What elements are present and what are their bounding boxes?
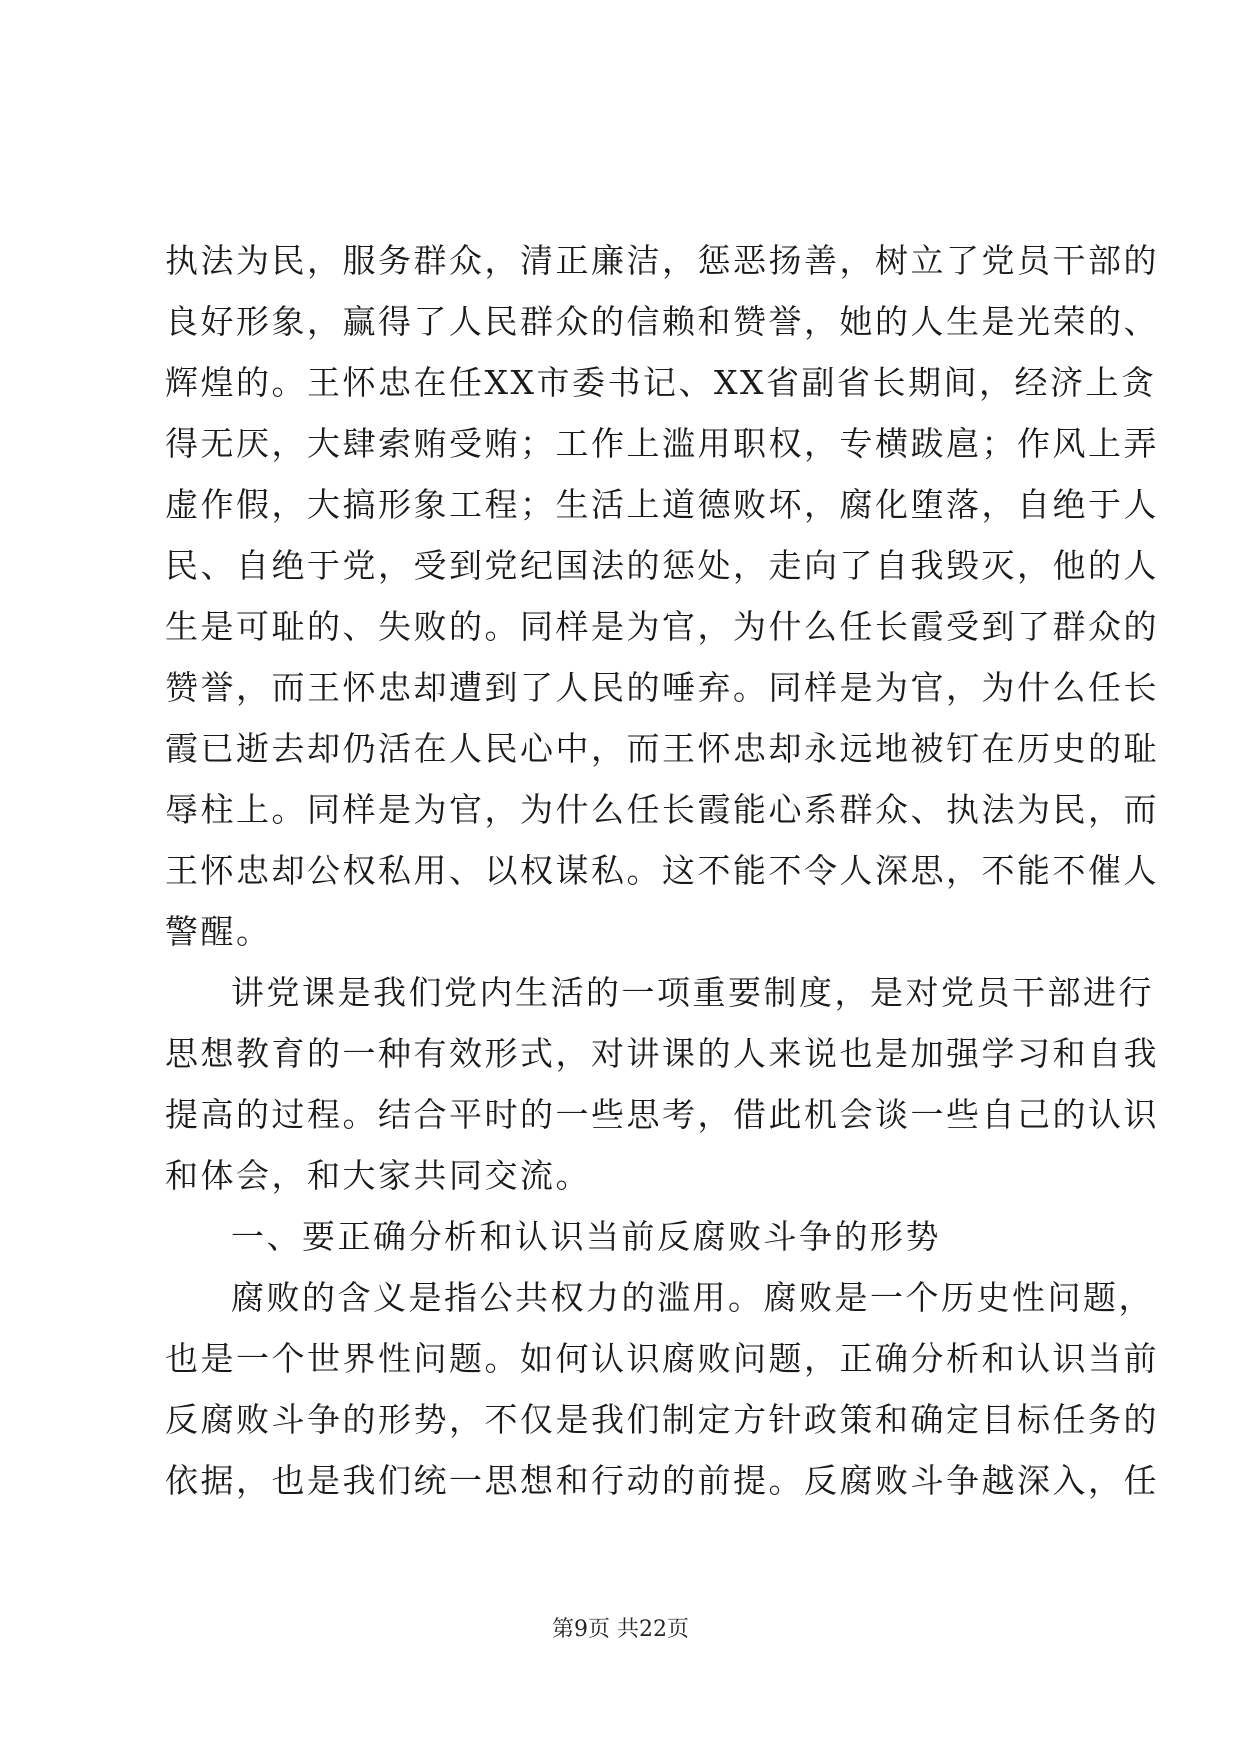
text-line: 民、自绝于党，受到党纪国法的惩处，走向了自我毁灭，他的人 bbox=[165, 546, 1159, 585]
text-line: 反腐败斗争的形势，不仅是我们制定方针政策和确定目标任务的 bbox=[165, 1400, 1159, 1439]
document-body bbox=[165, 230, 1159, 1511]
section-heading: 一、要正确分析和认识当前反腐败斗争的形势 bbox=[231, 1217, 941, 1256]
text-line: 赞誉，而王怀忠却遭到了人民的唾弃。同样是为官，为什么任长 bbox=[165, 668, 1159, 707]
text-line: 和体会，和大家共同交流。 bbox=[165, 1156, 591, 1195]
paragraph-start-line: 讲党课是我们党内生活的一项重要制度，是对党员干部进行 bbox=[231, 973, 1154, 1012]
text-line: 霞已逝去却仍活在人民心中，而王怀忠却永远地被钉在历史的耻 bbox=[165, 729, 1159, 768]
page-number-footer: 第9页 共22页 bbox=[552, 1617, 689, 1642]
text-line: 思想教育的一种有效形式，对讲课的人来说也是加强学习和自我 bbox=[165, 1034, 1159, 1073]
paragraph-start-line: 腐败的含义是指公共权力的滥用。腐败是一个历史性问题， bbox=[231, 1278, 1154, 1317]
text-line: 提高的过程。结合平时的一些思考，借此机会谈一些自己的认识 bbox=[165, 1095, 1159, 1134]
text-line: 虚作假，大搞形象工程；生活上道德败坏，腐化堕落，自绝于人 bbox=[165, 485, 1159, 524]
text-line: 良好形象，赢得了人民群众的信赖和赞誉，她的人生是光荣的、 bbox=[165, 302, 1159, 341]
text-line: 生是可耻的、失败的。同样是为官，为什么任长霞受到了群众的 bbox=[165, 607, 1159, 646]
text-line: 辱柱上。同样是为官，为什么任长霞能心系群众、执法为民，而 bbox=[165, 790, 1159, 829]
text-line: 辉煌的。王怀忠在任XX市委书记、XX省副省长期间，经济上贪 bbox=[165, 363, 1157, 402]
text-line: 王怀忠却公权私用、以权谋私。这不能不令人深思，不能不催人 bbox=[165, 851, 1159, 890]
text-line: 执法为民，服务群众，清正廉洁，惩恶扬善，树立了党员干部的 bbox=[165, 241, 1159, 280]
text-line: 依据，也是我们统一思想和行动的前提。反腐败斗争越深入，任 bbox=[165, 1461, 1159, 1500]
text-line: 得无厌，大肆索贿受贿；工作上滥用职权，专横跋扈；作风上弄 bbox=[165, 424, 1159, 463]
text-line: 也是一个世界性问题。如何认识腐败问题，正确分析和认识当前 bbox=[165, 1339, 1159, 1378]
text-line: 警醒。 bbox=[165, 912, 272, 951]
